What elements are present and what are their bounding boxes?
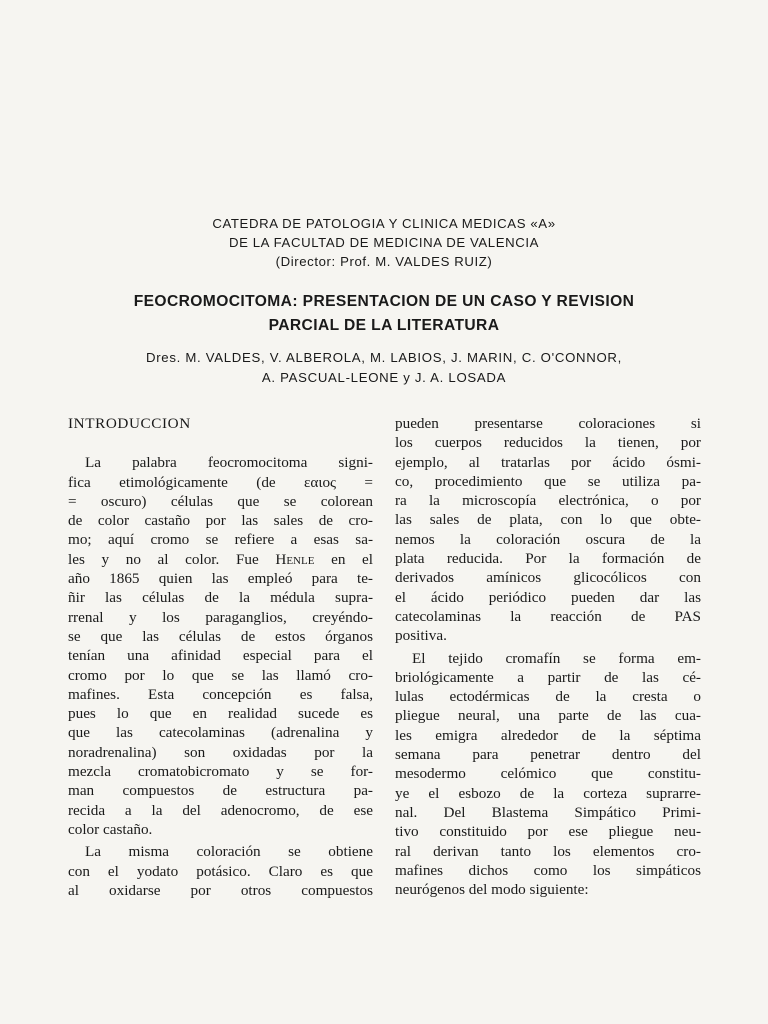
body-line: ye el esbozo de la corteza suprarre- — [395, 784, 701, 802]
authors-line-2: A. PASCUAL-LEONE y J. A. LOSADA — [261, 370, 507, 385]
body-line: fica etimológicamente (de εαιος = — [68, 473, 373, 491]
body-line: año 1865 quien las empleó para te- — [68, 570, 373, 588]
body-line: de color castaño por las sales de cro- — [68, 512, 373, 530]
body-line: ñir las células de la médula supra- — [68, 589, 373, 607]
body-line: rrenal y los paraganglios, creyéndo- — [68, 608, 373, 626]
author-name-henle: Henle — [275, 550, 315, 568]
body-line: al oxidarse por otros compuestos — [68, 881, 373, 899]
body-line: les emigra alrededor de la séptima — [395, 726, 701, 744]
body-line: los cuerpos reducidos la tienen, por — [395, 434, 701, 452]
body-line: La palabra feocromocitoma signi- — [85, 454, 373, 472]
body-fragment: en el — [331, 550, 374, 568]
body-line: catecolaminas la reacción de PAS — [395, 607, 701, 625]
right-column — [395, 414, 701, 899]
body-line: cromo por lo que se las llamó cro- — [68, 666, 373, 684]
body-line: ra la microscopía electrónica, o por — [395, 492, 701, 510]
body-line: mo; aquí cromo se refiere a esas sa- — [68, 531, 373, 549]
body-line: nal. Del Blastema Simpático Primi- — [395, 803, 701, 821]
body-line: ral derivan tanto los elementos cro- — [395, 842, 701, 860]
body-line: lulas ectodérmicas de la cresta o — [395, 688, 701, 706]
body-line: las sales de plata, con lo que obte- — [395, 511, 701, 529]
body-line: pliegue neural, una parte de las cua- — [395, 707, 701, 725]
body-fragment: les y no al color. Fue — [68, 550, 259, 568]
body-line: = oscuro) células que se colorean — [68, 492, 373, 510]
body-line: recida a la del adenocromo, de ese — [68, 801, 373, 819]
body-line: mezcla cromatobicromato y se for- — [68, 763, 373, 781]
title-line-2: PARCIAL DE LA LITERATURA — [268, 317, 500, 334]
article-title — [0, 290, 768, 338]
left-column — [68, 414, 373, 900]
body-line: el ácido periódico pueden dar las — [395, 588, 701, 606]
body-line: briológicamente a partir de las cé- — [395, 668, 701, 686]
body-line: man compuestos de estructura pa- — [68, 782, 373, 800]
body-line: con el yodato potásico. Claro es que — [68, 862, 373, 880]
author-list — [0, 348, 768, 388]
body-line: pueden presentarse coloraciones si — [395, 415, 701, 432]
body-line: neurógenos del modo siguiente: — [395, 881, 589, 899]
body-line: nemos la coloración oscura de la — [395, 530, 701, 548]
body-line: se que las células de estos órganos — [68, 627, 373, 645]
body-line: que las catecolaminas (adrenalina y — [68, 724, 373, 742]
body-line: ejemplo, al tratarlas por ácido ósmi- — [395, 453, 701, 471]
affiliation-line-1: CATEDRA DE PATOLOGIA Y CLINICA MEDICAS «A» — [212, 216, 556, 231]
body-line: plata reducida. Por la formación de — [395, 550, 701, 568]
body-line: La misma coloración se obtiene — [85, 843, 373, 861]
affiliation-block — [0, 214, 768, 271]
body-line: tivo constituido por ese pliegue neu- — [395, 823, 701, 841]
affiliation-line-2: DE LA FACULTAD DE MEDICINA DE VALENCIA — [228, 235, 540, 250]
body-line: mafines. Esta concepción es falsa, — [68, 685, 373, 703]
affiliation-line-3: (Director: Prof. M. VALDES RUIZ) — [275, 254, 493, 269]
body-line: mesodermo celómico que constitu- — [395, 765, 701, 783]
body-line: noradrenalina) son oxidadas por la — [68, 743, 373, 761]
body-line: El tejido cromafín se forma em- — [412, 649, 701, 667]
body-line-with-name — [68, 550, 373, 569]
body-line: mafines dichos como los simpáticos — [395, 861, 701, 879]
title-line-1: FEOCROMOCITOMA: PRESENTACION DE UN CASO Y REVISION — [133, 293, 635, 310]
section-heading: INTRODUCCION — [68, 415, 191, 432]
body-line: positiva. — [395, 627, 447, 645]
authors-line-1: Dres. M. VALDES, V. ALBEROLA, M. LABIOS, J. MARIN, C. O'CONNOR, — [145, 350, 623, 365]
body-line: derivados amínicos glicocólicos con — [395, 569, 701, 587]
body-line: co, procedimiento que se utiliza pa- — [395, 472, 701, 490]
body-line: color castaño. — [68, 820, 153, 838]
body-line: tenían una afinidad especial para el — [68, 647, 373, 665]
body-line: pues lo que en realidad sucede es — [68, 705, 373, 723]
body-line: semana para penetrar dentro del — [395, 746, 701, 764]
